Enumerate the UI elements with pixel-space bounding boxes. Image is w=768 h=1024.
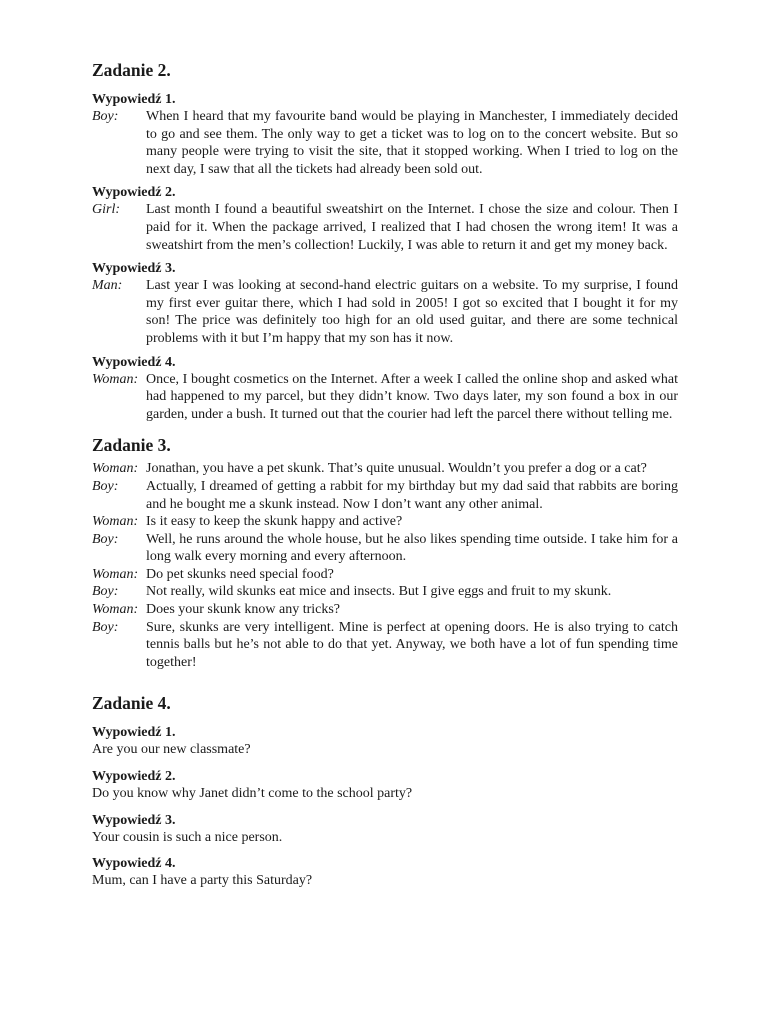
utterance-text: Mum, can I have a party this Saturday? <box>92 873 313 889</box>
dialogue-text: When I heard that my favourite band would be playing in Manchester, I immediately decided to go and see them. The only way to get a ticket was to log on to the concert website. But so many people were trying to visit the site, that it stopped working. When I tried to log on the next day, I saw that all the tickets had already been sold out. <box>146 109 678 177</box>
dialogue-text: Not really, wild skunks eat mice and insects. But I give eggs and fruit to my skunk. <box>146 584 612 600</box>
speaker-label: Woman: <box>92 566 139 582</box>
dialogue-text: Actually, I dreamed of getting a rabbit for my birthday but my dad said that rabbits are boring and he bought me a skunk instead. Now I don’t want any other animal. <box>146 478 678 512</box>
wypowiedz-block <box>92 812 678 847</box>
dialogue-line <box>92 513 678 531</box>
wypowiedz-heading: Wypowiedź 2. <box>92 769 176 785</box>
dialogue-text: Last year I was looking at second-hand electric guitars on a website. To my surprise, I found my first ever guitar there, which I had sold in 2005! I got so excited that I bought it for my son! The price was definitely too high for an old used guitar, and there are some technical problems with it but I’m happy that my son has it now. <box>146 278 678 346</box>
zadanie-2-title: Zadanie 2. <box>92 60 171 80</box>
speaker-label: Woman: <box>92 461 139 477</box>
dialogue-line <box>92 566 678 584</box>
dialogue-line <box>92 619 678 672</box>
utterance-text: Are you our new classmate? <box>92 742 251 758</box>
wypowiedz-heading: Wypowiedź 2. <box>92 185 176 201</box>
speaker-label: Boy: <box>92 531 119 547</box>
wypowiedz-heading: Wypowiedź 1. <box>92 725 176 741</box>
wypowiedz-heading: Wypowiedź 3. <box>92 812 176 828</box>
wypowiedz-heading: Wypowiedź 1. <box>92 92 176 107</box>
dialogue-line <box>92 601 678 619</box>
dialogue-text: Do pet skunks need special food? <box>146 566 334 582</box>
dialogue-text: Jonathan, you have a pet skunk. That’s quite unusual. Wouldn’t you prefer a dog or a cat? <box>146 461 647 477</box>
wypowiedz-block <box>92 260 678 347</box>
dialogue-line <box>92 201 678 254</box>
speaker-label: Woman: <box>92 371 139 387</box>
wypowiedz-block <box>92 354 678 424</box>
dialogue-line <box>92 460 678 478</box>
wypowiedz-heading: Wypowiedź 3. <box>92 261 176 277</box>
wypowiedz-block <box>92 768 678 803</box>
wypowiedz-block <box>92 724 678 759</box>
dialogue-line <box>92 277 678 347</box>
speaker-label: Boy: <box>92 478 119 494</box>
dialogue-line <box>92 531 678 566</box>
zadanie-3-section <box>92 435 678 671</box>
speaker-label: Woman: <box>92 602 139 618</box>
speaker-label: Boy: <box>92 619 119 635</box>
utterance-text: Do you know why Janet didn’t come to the school party? <box>92 786 413 802</box>
dialogue-text: Once, I bought cosmetics on the Internet. After a week I called the online shop and asked what had happened to my parcel, but they didn’t know. Two days later, my son found a box in our garden, under a bush. It turned out that the courier had left the parcel there without telling me. <box>146 371 678 422</box>
zadanie-2-section <box>92 60 678 423</box>
zadanie-3-title: Zadanie 3. <box>92 435 171 456</box>
dialogue-text: Sure, skunks are very intelligent. Mine is perfect at opening doors. He is also trying to catch tennis balls but he’s not able to do that yet. Anyway, we both have a lot of fun spending time together! <box>146 619 678 670</box>
speaker-label: Man: <box>92 278 123 294</box>
zadanie-4-section <box>92 693 678 889</box>
dialogue-line <box>92 108 678 178</box>
utterance-text: Your cousin is such a nice person. <box>92 829 283 845</box>
dialogue-text: Last month I found a beautiful sweatshirt on the Internet. I chose the size and colour. Then I paid for it. When the package arrived, I realized that I had chosen the wrong item! It was a sweatshirt from the men’s collection! Luckily, I was able to return it and get my money back. <box>146 202 678 253</box>
dialogue-line <box>92 583 678 601</box>
dialogue-text: Is it easy to keep the skunk happy and active? <box>146 514 403 530</box>
dialogue-line <box>92 371 678 424</box>
wypowiedz-block <box>92 184 678 254</box>
wypowiedz-heading: Wypowiedź 4. <box>92 354 176 370</box>
speaker-label: Boy: <box>92 109 119 124</box>
wypowiedz-block <box>92 855 678 890</box>
speaker-label: Girl: <box>92 202 120 218</box>
zadanie-4-title: Zadanie 4. <box>92 693 171 714</box>
speaker-label: Boy: <box>92 584 119 600</box>
dialogue-text: Well, he runs around the whole house, but he also likes spending time outside. I take him for a long walk every morning and every afternoon. <box>146 531 678 565</box>
wypowiedz-heading: Wypowiedź 4. <box>92 856 176 872</box>
wypowiedz-block <box>92 91 678 178</box>
dialogue-line <box>92 478 678 513</box>
speaker-label: Woman: <box>92 514 139 530</box>
dialogue-text: Does your skunk know any tricks? <box>146 602 341 618</box>
